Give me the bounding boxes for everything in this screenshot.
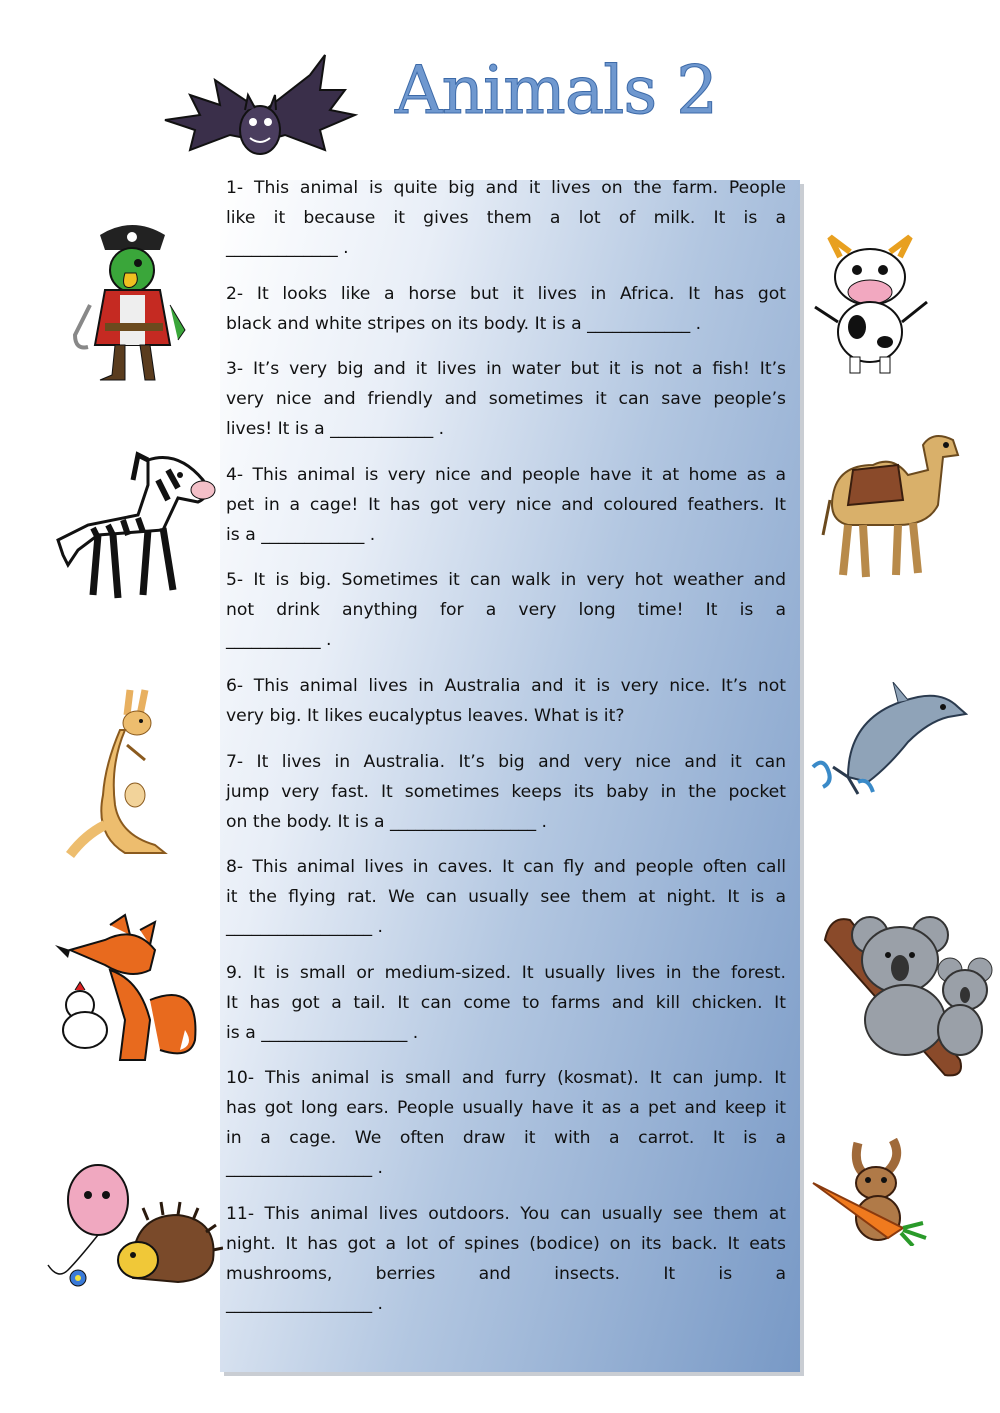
question-line: 6- This animal lives in Australia and it is very nice. It’s not [226,676,786,696]
question-line: is a ____________ . [226,525,376,545]
question-line: 1- This animal is quite big and it lives on the farm. People [226,178,786,198]
question-line: 8- This animal lives in caves. It can fly and people often call [226,857,786,877]
question-line: in a cage. We often draw it with a carrot. It is a [226,1128,786,1148]
question-line: 7- It lives in Australia. It’s big and very nice and it can [226,752,786,772]
question-line: It has got a tail. It can come to farms and kill chicken. It [226,993,786,1013]
question-line: 5- It is big. Sometimes it can walk in very hot weather and [226,570,786,590]
question-4 [226,460,786,550]
question-8 [226,852,786,942]
question-5 [226,565,786,655]
question-line: black and white stripes on its body. It is a ____________ . [226,314,702,334]
question-line: _________________ . [226,1158,384,1178]
parrot-pirate-icon [70,215,195,385]
question-1 [226,173,786,263]
question-line: very big. It likes eucalyptus leaves. What is it? [226,706,625,726]
question-11 [226,1199,786,1319]
question-6 [226,671,786,731]
question-line: has got long ears. People usually have it as a pet and keep it [226,1098,786,1118]
question-line: ___________ . [226,630,332,650]
koala-icon [820,910,995,1078]
question-line: _________________ . [226,917,384,937]
question-line: night. It has got a lot of spines (bodice) on its back. It eats [226,1234,786,1254]
question-line: it the flying rat. We can usually see them at night. It is a [226,887,786,907]
question-9 [226,958,786,1048]
camel-icon [818,425,963,585]
question-line: pet in a cage! It has got very nice and coloured feathers. It [226,495,786,515]
dolphin-icon [808,682,968,800]
question-line: _________________ . [226,1294,384,1314]
question-line: 10- This animal is small and furry (kosmat). It can jump. It [226,1068,786,1088]
page-title: Animals 2 [395,52,718,129]
question-line: _____________ . [226,238,349,258]
question-3 [226,354,786,444]
question-line: 11- This animal lives outdoors. You can usually see them at [226,1204,786,1224]
kangaroo-icon [65,685,175,860]
rabbit-icon [808,1138,933,1246]
bat-icon [160,50,360,170]
question-line: lives! It is a ____________ . [226,419,445,439]
question-line: mushrooms, berries and insects. It is a [226,1264,786,1284]
question-line: 3- It’s very big and it lives in water but it is not a fish! It’s [226,359,786,379]
cow-icon [805,232,935,377]
hedgehog-icon [38,1160,223,1300]
question-line: 4- This animal is very nice and people have it at home as a [226,465,786,485]
question-line: not drink anything for a very long time! It is a [226,600,786,620]
question-line: jump very fast. It sometimes keeps its baby in the pocket [226,782,786,802]
question-2 [226,279,786,339]
fox-icon [50,910,205,1070]
zebra-icon [38,440,216,610]
question-line: 2- It looks like a horse but it lives in Africa. It has got [226,284,786,304]
question-line: on the body. It is a _________________ . [226,812,548,832]
question-line: is a _________________ . [226,1023,419,1043]
question-line: very nice and friendly and sometimes it can save people’s [226,389,786,409]
question-10 [226,1063,786,1183]
question-line: like it because it gives them a lot of milk. It is a [226,208,786,228]
question-line: 9. It is small or medium-sized. It usually lives in the forest. [226,963,786,983]
question-7 [226,747,786,837]
